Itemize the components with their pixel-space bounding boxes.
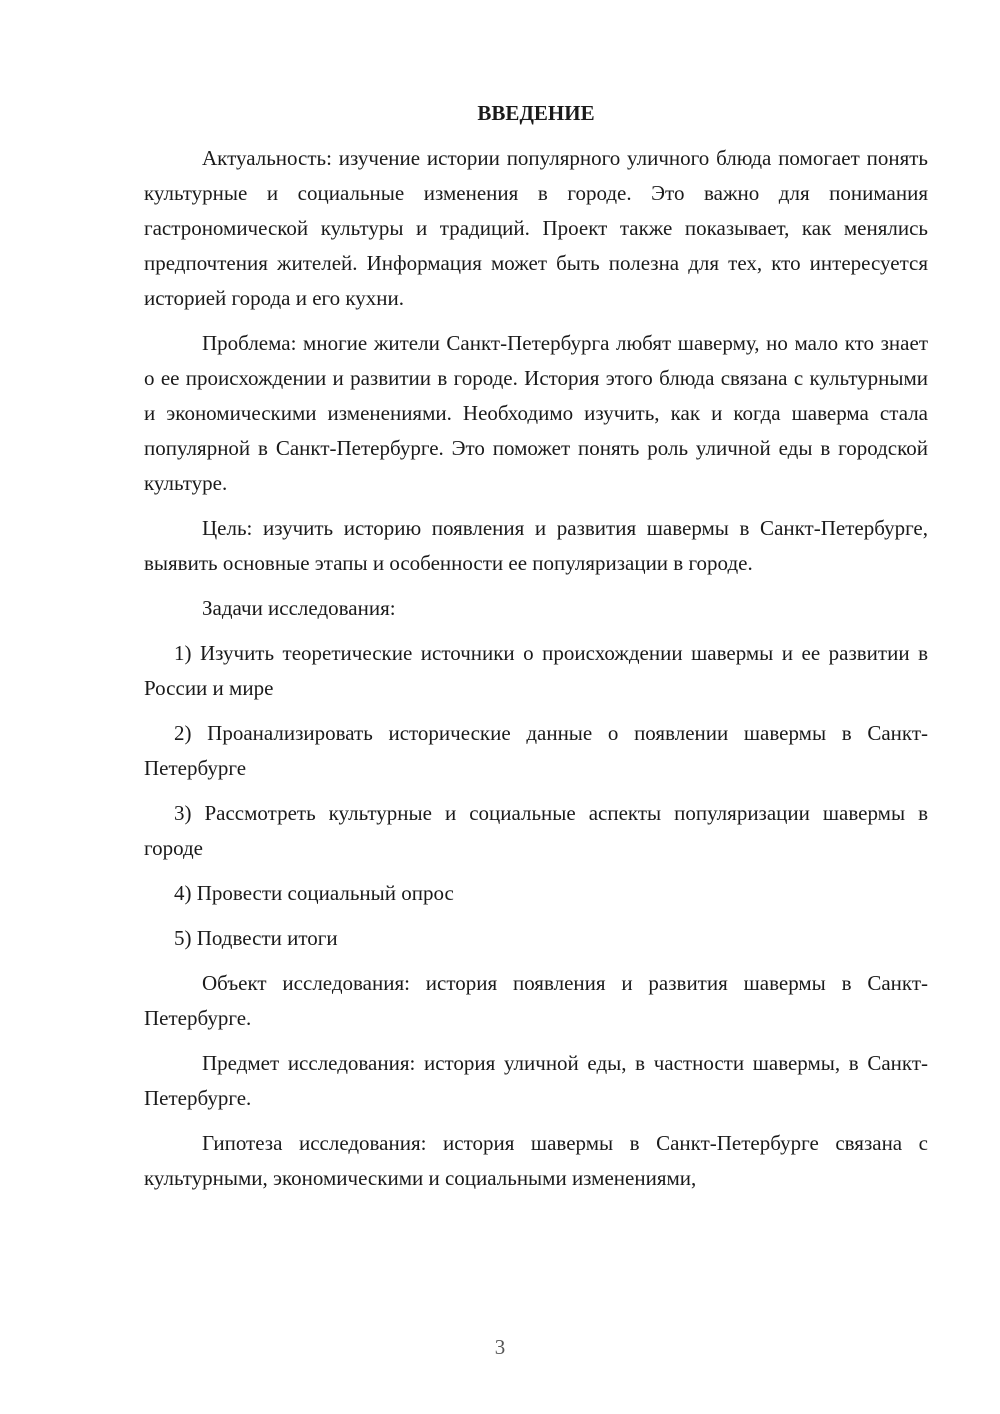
paragraph-object: Объект исследования: история появления и развития шавермы в Санкт-Петербурге.: [144, 971, 928, 1030]
task-item-2: 2) Проанализировать исторические данные о появлении шавермы в Санкт-Петербурге: [144, 721, 928, 780]
task-item-4: 4) Провести социальный опрос: [174, 881, 454, 905]
task-item-1: 1) Изучить теоретические источники о происхождении шавермы и ее развитии в России и мире: [144, 641, 928, 700]
paragraph-tasks-heading: Задачи исследования:: [202, 596, 396, 620]
paragraph-goal: Цель: изучить историю появления и развития шавермы в Санкт-Петербурге, выявить основные этапы и особенности ее популяризации в городе.: [144, 516, 928, 575]
page-content: [144, 96, 928, 1206]
page-number: 3: [494, 1335, 506, 1359]
section-title: ВВЕДЕНИЕ: [477, 101, 595, 125]
task-item-5: 5) Подвести итоги: [174, 926, 338, 950]
paragraph-relevance: Актуальность: изучение истории популярного уличного блюда помогает понять культурные и социальные изменения в городе. Это важно для понимания гастрономической культуры и традиций. Проект также показывает, как менялись предпочтения жителей. Информация может быть полезна для тех, кто интересуется историей города и его кухни.: [144, 146, 928, 310]
paragraph-hypothesis: Гипотеза исследования: история шавермы в Санкт-Петербурге связана с культурными, экономическими и социальными изменениями,: [144, 1131, 928, 1190]
task-item-3: 3) Рассмотреть культурные и социальные аспекты популяризации шавермы в городе: [144, 801, 928, 860]
paragraph-subject: Предмет исследования: история уличной еды, в частности шавермы, в Санкт-Петербурге.: [144, 1051, 928, 1110]
paragraph-problem: Проблема: многие жители Санкт-Петербурга любят шаверму, но мало кто знает о ее происхождении и развитии в городе. История этого блюда связана с культурными и экономическими изменениями. Необходимо изучить, как и когда шаверма стала популярной в Санкт-Петербурге. Это поможет понять роль уличной еды в городской культуре.: [144, 331, 928, 495]
